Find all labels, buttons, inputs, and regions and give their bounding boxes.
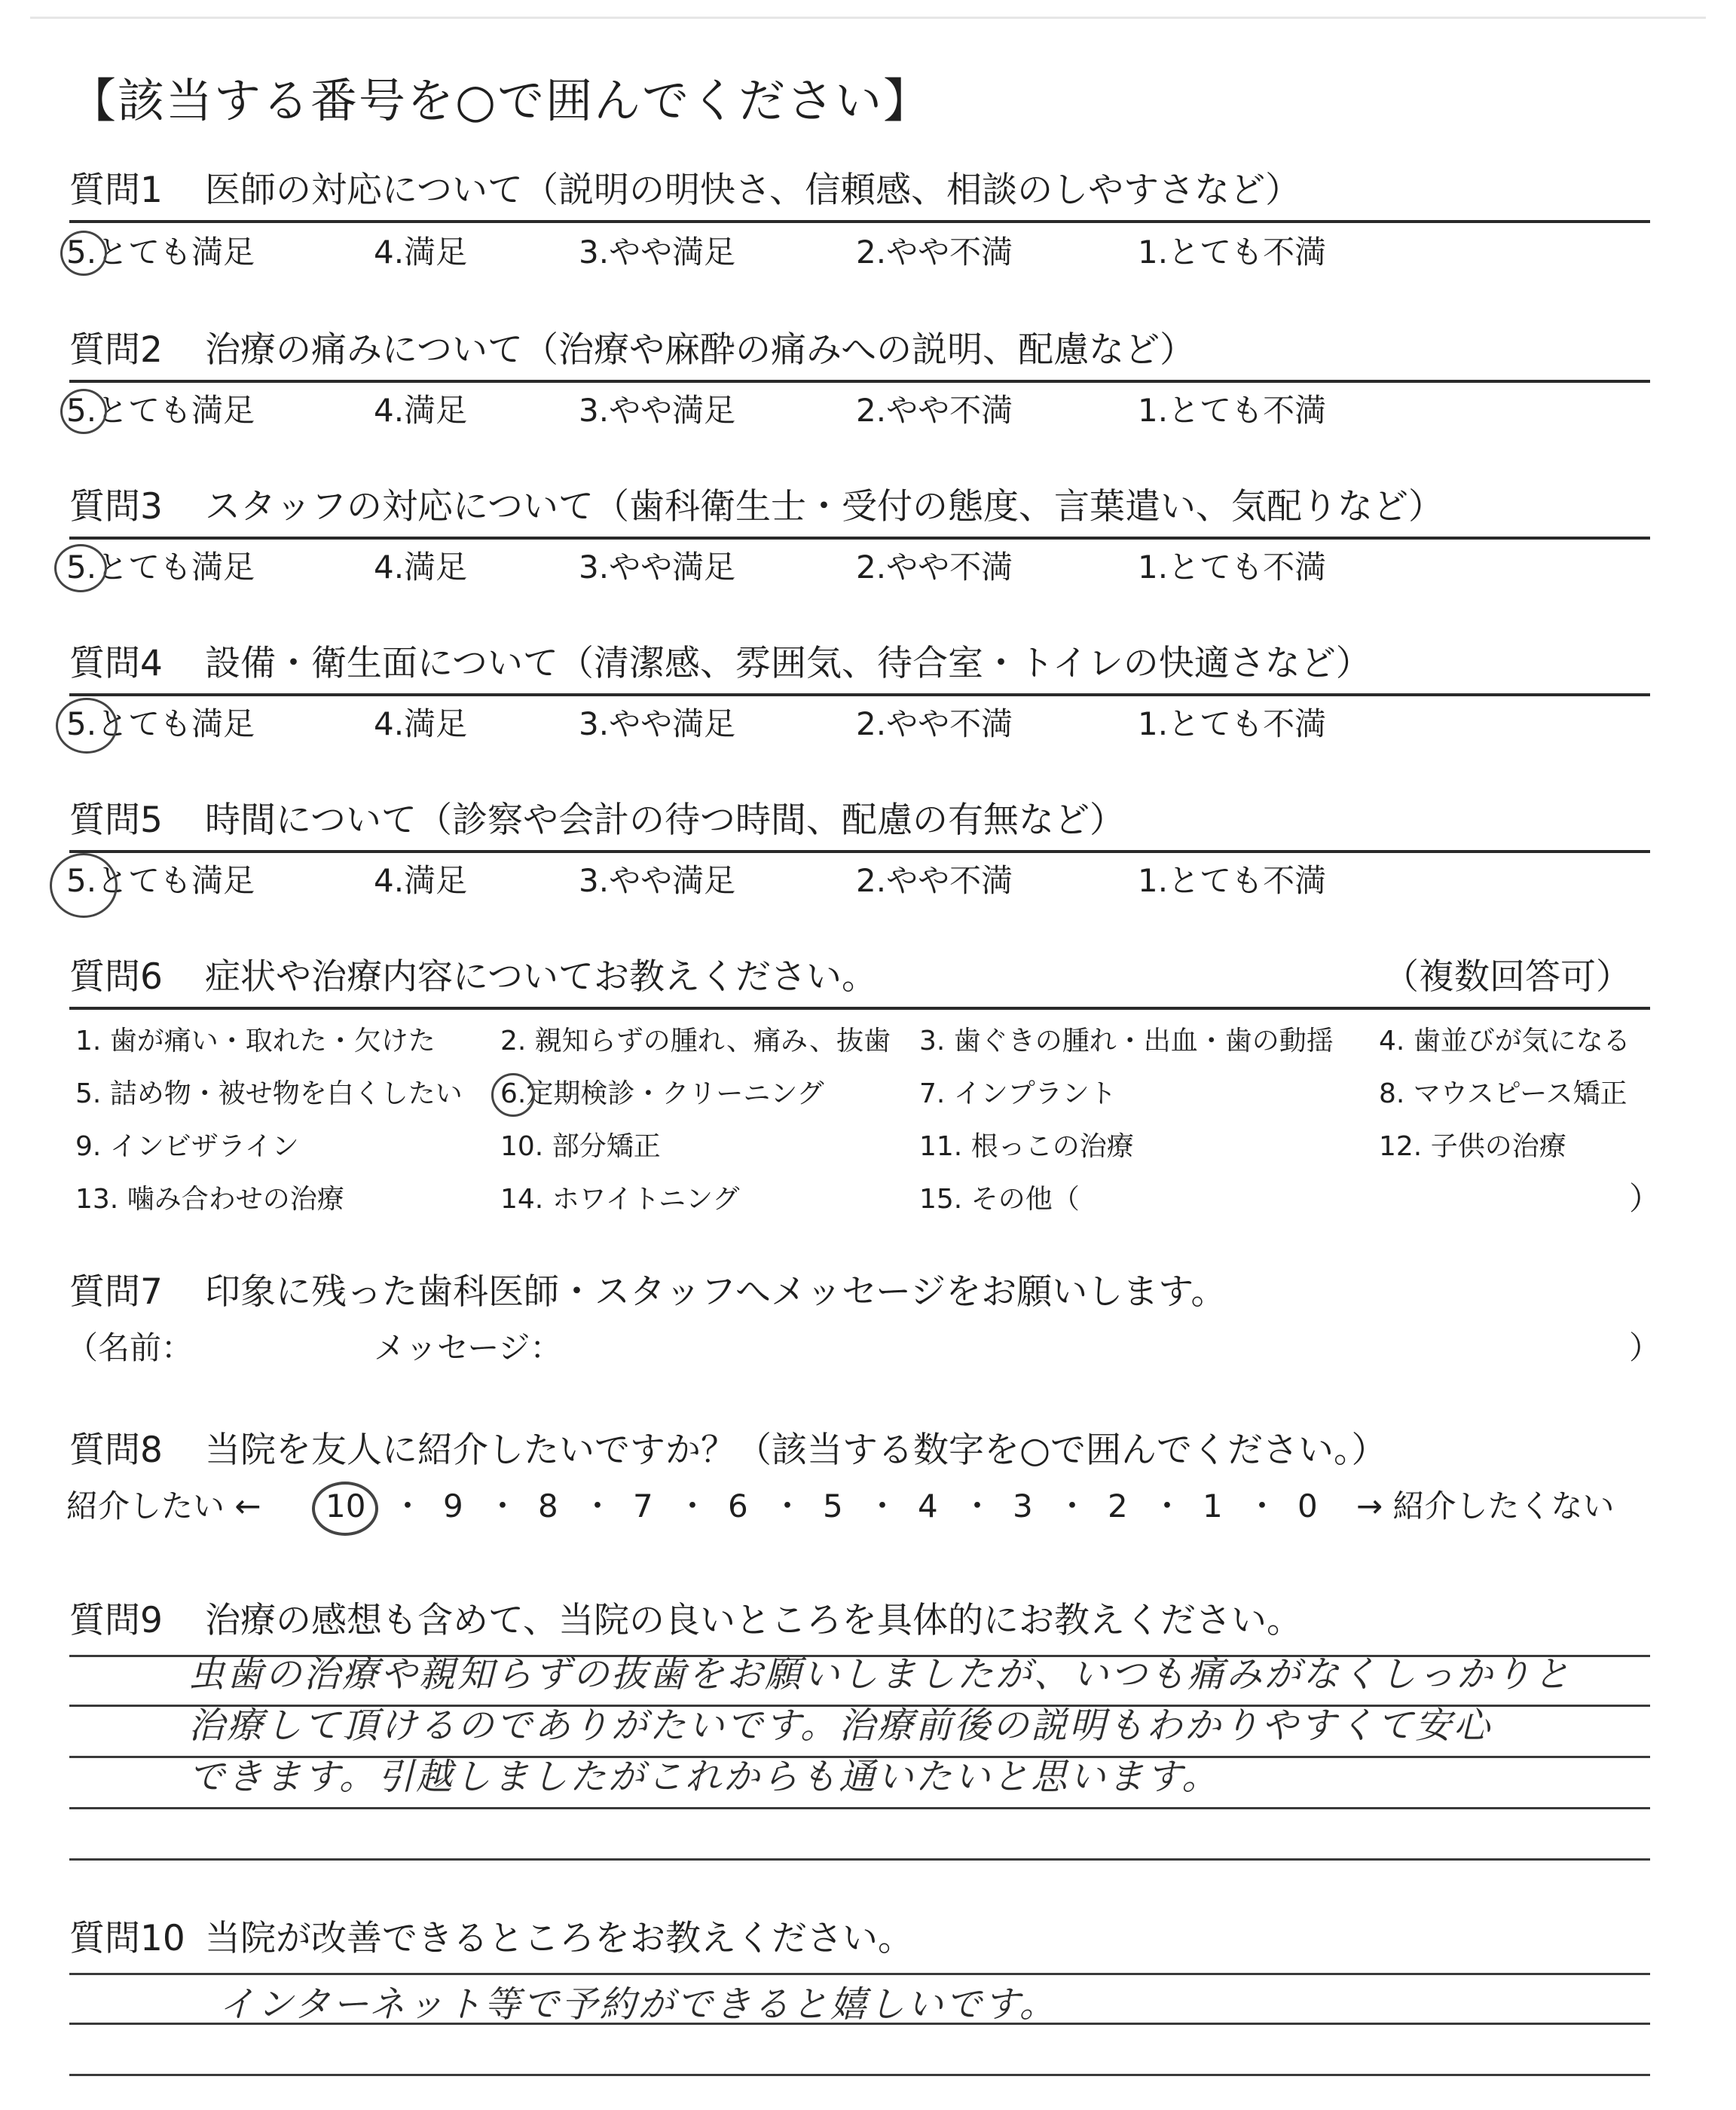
q8-score-4[interactable]: 4 xyxy=(918,1488,938,1524)
question-1-heading xyxy=(69,167,1300,214)
q8-score-10[interactable]: 10 xyxy=(326,1488,366,1524)
q6-other-close-paren: ） xyxy=(1629,1180,1661,1217)
question-8-text: 当院を友人に紹介したいですか？（該当する数字を○で囲んでください。） xyxy=(205,1430,1387,1471)
q4-option-5[interactable]: 5.とても満足 xyxy=(66,705,255,742)
q8-score-8[interactable]: 8 xyxy=(538,1488,558,1524)
question-10-heading xyxy=(69,1916,913,1962)
q6-option-10[interactable]: 10. 部分矯正 xyxy=(500,1131,661,1162)
question-6-text: 症状や治療内容についてお教えください。 xyxy=(205,956,878,998)
q8-dot: ・ xyxy=(961,1488,994,1524)
q9-answer-line xyxy=(69,1807,1650,1809)
q6-option-14[interactable]: 14. ホワイトニング xyxy=(500,1184,740,1215)
q8-dot: ・ xyxy=(487,1488,519,1524)
q8-dot: ・ xyxy=(392,1488,424,1524)
question-3-rule xyxy=(69,537,1650,540)
question-2-number: 質問2 xyxy=(69,329,163,371)
question-4-rule xyxy=(69,693,1650,696)
q6-option-5[interactable]: 5. 詰め物・被せ物を白くしたい xyxy=(75,1078,463,1109)
q2-option-5[interactable]: 5.とても満足 xyxy=(66,392,255,429)
question-3-heading xyxy=(69,484,1444,531)
q3-option-1[interactable]: 1.とても不満 xyxy=(1138,549,1327,586)
q5-option-1[interactable]: 1.とても不満 xyxy=(1138,862,1327,899)
question-5-text: 時間について（診察や会計の待つ時間、配慮の有無など） xyxy=(205,800,1126,841)
question-1-number: 質問1 xyxy=(69,170,163,211)
q8-dot: ・ xyxy=(772,1488,804,1524)
page-title: 【該当する番号を○で囲んでください】 xyxy=(69,73,932,128)
q8-score-0[interactable]: 0 xyxy=(1297,1488,1318,1524)
question-5-heading xyxy=(69,797,1125,844)
q2-option-1[interactable]: 1.とても不満 xyxy=(1138,392,1327,429)
q1-option-4[interactable]: 4.満足 xyxy=(374,234,468,271)
q6-option-7[interactable]: 7. インプラント xyxy=(919,1078,1117,1109)
q6-option-3[interactable]: 3. 歯ぐきの腫れ・出血・歯の動揺 xyxy=(919,1026,1334,1057)
question-4-number: 質問4 xyxy=(69,643,163,684)
question-2-rule xyxy=(69,380,1650,383)
question-2-heading xyxy=(69,327,1195,374)
question-2-text: 治療の痛みについて（治療や麻酔の痛みへの説明、配慮など） xyxy=(205,329,1196,371)
q4-option-1[interactable]: 1.とても不満 xyxy=(1138,705,1327,742)
q1-option-5[interactable]: 5.とても満足 xyxy=(66,234,255,271)
question-7-number: 質問7 xyxy=(69,1271,163,1313)
q6-selection-circle xyxy=(491,1073,535,1117)
question-8-number: 質問8 xyxy=(69,1430,163,1471)
question-7-heading xyxy=(69,1269,1226,1316)
q3-selection-circle xyxy=(54,544,107,592)
q6-option-8[interactable]: 8. マウスピース矯正 xyxy=(1379,1078,1628,1109)
q6-option-6[interactable]: 6.定期検診・クリーニング xyxy=(500,1078,824,1109)
q7-name-label: （名前： xyxy=(66,1329,194,1366)
question-9-number: 質問9 xyxy=(69,1600,163,1641)
q8-score-9[interactable]: 9 xyxy=(443,1488,463,1524)
q6-option-11[interactable]: 11. 根っこの治療 xyxy=(919,1131,1134,1162)
question-7-text: 印象に残った歯科医師・スタッフへメッセージをお願いします。 xyxy=(205,1271,1227,1313)
q10-answer-line xyxy=(69,2074,1650,2076)
q7-message-label: メッセージ： xyxy=(374,1329,562,1366)
question-8-heading xyxy=(69,1427,1387,1474)
q10-handwritten-answer-line-1: インターネット等で予約ができると嬉しいです。 xyxy=(219,1983,1058,2026)
q8-dot: ・ xyxy=(1151,1488,1184,1524)
q9-handwritten-answer-line-3: できます。引越しましたがこれからも通いたいと思います。 xyxy=(188,1756,1221,1798)
q6-option-2[interactable]: 2. 親知らずの腫れ、痛み、抜歯 xyxy=(500,1026,891,1057)
q4-option-4[interactable]: 4.満足 xyxy=(374,705,468,742)
q8-right-label: → 紹介したくない xyxy=(1356,1488,1615,1524)
q8-dot: ・ xyxy=(582,1488,614,1524)
q5-option-3[interactable]: 3.やや満足 xyxy=(579,862,736,899)
question-1-rule xyxy=(69,220,1650,223)
question-5-number: 質問5 xyxy=(69,800,163,841)
q2-option-2[interactable]: 2.やや不満 xyxy=(856,392,1013,429)
q8-score-7[interactable]: 7 xyxy=(633,1488,653,1524)
q8-dot: ・ xyxy=(677,1488,709,1524)
question-10-number: 質問10 xyxy=(69,1918,185,1959)
question-5-rule xyxy=(69,850,1650,853)
q4-option-2[interactable]: 2.やや不満 xyxy=(856,705,1013,742)
q8-left-label: 紹介したい ← xyxy=(66,1488,261,1524)
question-3-number: 質問3 xyxy=(69,486,163,528)
q8-dot: ・ xyxy=(866,1488,899,1524)
q6-option-12[interactable]: 12. 子供の治療 xyxy=(1379,1131,1566,1162)
q2-selection-circle xyxy=(60,389,107,434)
q8-score-2[interactable]: 2 xyxy=(1108,1488,1128,1524)
q10-answer-line xyxy=(69,1973,1650,1975)
q1-option-1[interactable]: 1.とても不満 xyxy=(1138,234,1327,271)
q6-option-4[interactable]: 4. 歯並びが気になる xyxy=(1379,1026,1631,1057)
q6-option-15[interactable]: 15. その他（ xyxy=(919,1184,1080,1215)
q1-selection-circle xyxy=(60,231,107,276)
q4-option-3[interactable]: 3.やや満足 xyxy=(579,705,736,742)
q1-option-2[interactable]: 2.やや不満 xyxy=(856,234,1013,271)
q3-option-4[interactable]: 4.満足 xyxy=(374,549,468,586)
q6-option-9[interactable]: 9. インビザライン xyxy=(75,1131,299,1162)
q8-score-6[interactable]: 6 xyxy=(728,1488,748,1524)
question-6-heading xyxy=(69,954,877,1001)
q6-option-1[interactable]: 1. 歯が痛い・取れた・欠けた xyxy=(75,1026,436,1057)
question-1-text: 医師の対応について（説明の明快さ、信頼感、相談のしやすさなど） xyxy=(205,170,1301,211)
q5-option-5[interactable]: 5.とても満足 xyxy=(66,862,255,899)
question-6-number: 質問6 xyxy=(69,956,163,998)
q8-score-3[interactable]: 3 xyxy=(1013,1488,1033,1524)
q5-selection-circle xyxy=(50,853,118,918)
q9-handwritten-answer-line-1: 虫歯の治療や親知らずの抜歯をお願いしましたが、いつも痛みがなくしっかりと xyxy=(188,1653,1572,1696)
q8-score-1[interactable]: 1 xyxy=(1203,1488,1223,1524)
question-4-heading xyxy=(69,641,1371,687)
question-6-multiple-answers-note: （複数回答可） xyxy=(1383,956,1631,998)
q8-dot: ・ xyxy=(1246,1488,1279,1524)
q1-option-3[interactable]: 3.やや満足 xyxy=(579,234,736,271)
q3-option-3[interactable]: 3.やや満足 xyxy=(579,549,736,586)
q3-option-5[interactable]: 5.とても満足 xyxy=(66,549,255,586)
q9-handwritten-answer-line-2: 治療して頂けるのでありがたいです。治療前後の説明もわかりやすくて安心 xyxy=(188,1705,1493,1747)
question-9-heading xyxy=(69,1598,1302,1644)
question-4-text: 設備・衛生面について（清潔感、雰囲気、待合室・トイレの快適さなど） xyxy=(205,643,1371,684)
q9-answer-line xyxy=(69,1858,1650,1861)
question-3-text: スタッフの対応について（歯科衛生士・受付の態度、言葉遣い、気配りなど） xyxy=(205,486,1444,528)
q5-option-4[interactable]: 4.満足 xyxy=(374,862,468,899)
q2-option-4[interactable]: 4.満足 xyxy=(374,392,468,429)
question-6-rule xyxy=(69,1007,1650,1010)
q8-dot: ・ xyxy=(1056,1488,1089,1524)
q2-option-3[interactable]: 3.やや満足 xyxy=(579,392,736,429)
q8-selection-circle xyxy=(312,1482,378,1536)
q3-option-2[interactable]: 2.やや不満 xyxy=(856,549,1013,586)
q7-close-paren: ） xyxy=(1629,1329,1661,1366)
question-10-text: 当院が改善できるところをお教えください。 xyxy=(205,1918,913,1959)
q8-score-5[interactable]: 5 xyxy=(823,1488,843,1524)
q5-option-2[interactable]: 2.やや不満 xyxy=(856,862,1013,899)
q6-option-13[interactable]: 13. 噛み合わせの治療 xyxy=(75,1184,344,1215)
top-edge-line xyxy=(30,17,1706,19)
q4-selection-circle xyxy=(56,698,118,754)
question-9-text: 治療の感想も含めて、当院の良いところを具体的にお教えください。 xyxy=(205,1600,1303,1641)
